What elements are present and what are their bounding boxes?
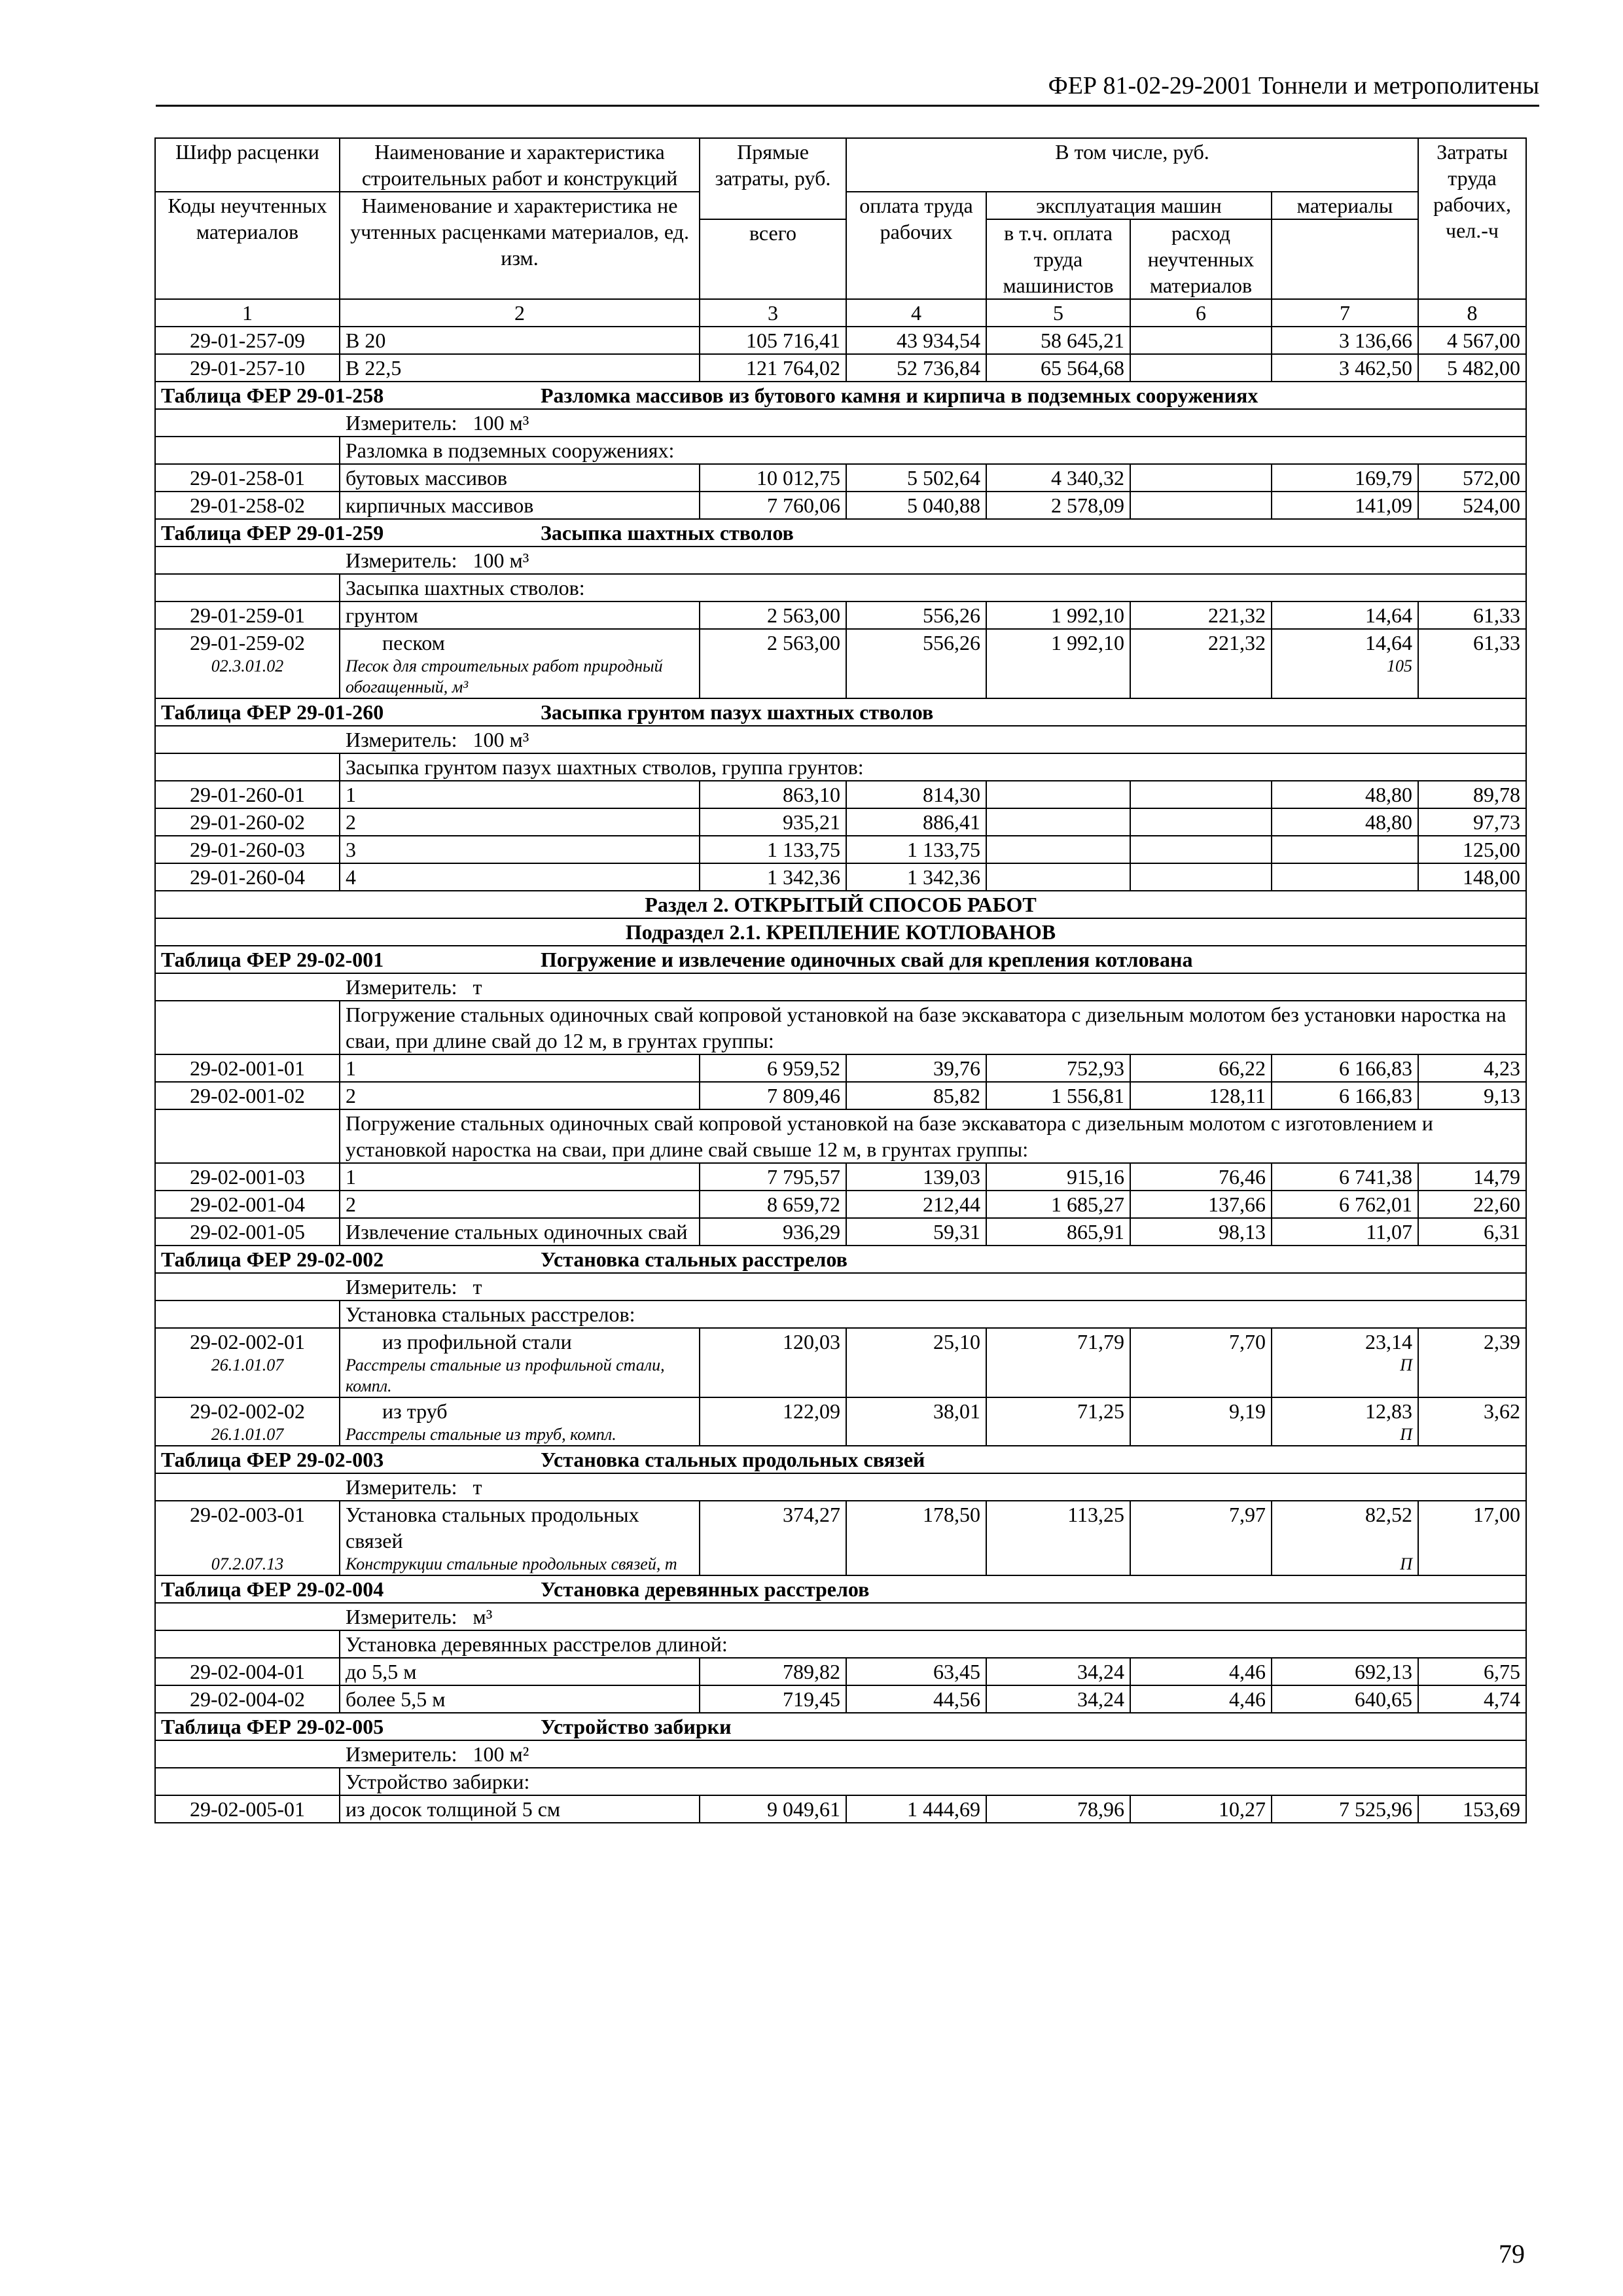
head-machinists-wages: в т.ч. оплата труда машинистов: [986, 219, 1130, 299]
table-row: 29-01-259-01 грунтом 2 563,00 556,26 1 992,10 221,32 14,64 61,33: [155, 601, 1526, 629]
table-row: 29-02-004-02 более 5,5 м 719,45 44,56 34,24 4,46 640,65 4,74: [155, 1685, 1526, 1713]
table-row: 29-02-005-01 из досок толщиной 5 см 9 049,61 1 444,69 78,96 10,27 7 525,96 153,69: [155, 1795, 1526, 1823]
head-labor: Затраты труда рабочих, чел.-ч: [1418, 138, 1526, 299]
head-including: В том числе, руб.: [846, 138, 1418, 192]
measure-row: Измеритель: т: [155, 973, 1526, 1001]
subsection-heading: Подраздел 2.1. КРЕПЛЕНИЕ КОТЛОВАНОВ: [155, 918, 1526, 946]
table-heading: Таблица ФЕР 29-02-005 Устройство забирки: [155, 1713, 1526, 1740]
table-row: 29-01-258-02 кирпичных массивов 7 760,06 5 040,88 2 578,09 141,09 524,00: [155, 492, 1526, 519]
head-unaccounted-materials: расход неучтенных материалов: [1130, 219, 1272, 299]
section-heading: Раздел 2. ОТКРЫТЫЙ СПОСОБ РАБОТ: [155, 891, 1526, 918]
measure-row: Измеритель: т: [155, 1473, 1526, 1501]
table-heading: Таблица ФЕР 29-01-258 Разломка массивов из бутового камня и кирпича в подземных сооружениях: [155, 382, 1526, 409]
table-row: 29-02-001-01 1 6 959,52 39,76 752,93 66,22 6 166,83 4,23: [155, 1054, 1526, 1082]
price-table: [154, 137, 1527, 1823]
table-row: 29-01-260-01 1 863,10 814,30 48,80 89,78: [155, 781, 1526, 808]
group-row: Погружение стальных одиночных свай копровой установкой на базе экскаватора с дизельным молотом без установки наростка на сваи, при длине свай до 12 м, в грунтах группы:: [155, 1001, 1526, 1054]
table-heading: Таблица ФЕР 29-02-003 Установка стальных продольных связей: [155, 1446, 1526, 1473]
table-heading: Таблица ФЕР 29-02-002 Установка стальных расстрелов: [155, 1246, 1526, 1273]
head-code: Шифр расценки: [155, 138, 340, 192]
head-name: Наименование и характеристика строительных работ и конструкций: [340, 138, 700, 192]
column-numbers-row: 1 2 3 4 5 6 7 8: [155, 299, 1526, 327]
table-row: 29-02-001-05 Извлечение стальных одиночных свай 936,29 59,31 865,91 98,13 11,07 6,31: [155, 1218, 1526, 1246]
group-row: Засыпка шахтных стволов:: [155, 574, 1526, 601]
measure-row: Измеритель: т: [155, 1273, 1526, 1300]
table-heading: Таблица ФЕР 29-02-004 Установка деревянных расстрелов: [155, 1575, 1526, 1603]
measure-row: Измеритель: 100 м³: [155, 726, 1526, 753]
table-row: 29-01-260-04 4 1 342,36 1 342,36 148,00: [155, 863, 1526, 891]
table-row: 29-02-001-03 1 7 795,57 139,03 915,16 76,46 6 741,38 14,79: [155, 1163, 1526, 1191]
head-machines-total: всего: [700, 219, 846, 299]
table-heading: Таблица ФЕР 29-01-259 Засыпка шахтных стволов: [155, 519, 1526, 547]
group-row: Засыпка грунтом пазух шахтных стволов, группа грунтов:: [155, 753, 1526, 781]
measure-row: Измеритель: м³: [155, 1603, 1526, 1630]
group-row: Погружение стальных одиночных свай копровой установкой на базе экскаватора с дизельным молотом с изготовлением и установкой наростка на сваи, при длине свай свыше 12 м, в грунтах группы:: [155, 1109, 1526, 1163]
head-material-names: Наименование и характеристика не учтенных расценками материалов, ед. изм.: [340, 192, 700, 299]
measure-row: Измеритель: 100 м³: [155, 409, 1526, 437]
table-row: 29-01-257-10 В 22,5 121 764,02 52 736,84 65 564,68 3 462,50 5 482,00: [155, 354, 1526, 382]
table-row: 29-02-002-01 26.1.01.07 из профильной стали Расстрелы стальные из профильной стали, компл. 120,03 25,10 71,79 7,70 23,14 П 2,39: [155, 1328, 1526, 1397]
table-row: 29-01-260-02 2 935,21 886,41 48,80 97,73: [155, 808, 1526, 836]
group-row: Разломка в подземных сооружениях:: [155, 437, 1526, 464]
table-row: 29-02-004-01 до 5,5 м 789,82 63,45 34,24 4,46 692,13 6,75: [155, 1658, 1526, 1685]
table-row: 29-02-001-02 2 7 809,46 85,82 1 556,81 128,11 6 166,83 9,13: [155, 1082, 1526, 1109]
measure-row: Измеритель: 100 м³: [155, 547, 1526, 574]
table-row: 29-01-258-01 бутовых массивов 10 012,75 5 502,64 4 340,32 169,79 572,00: [155, 464, 1526, 492]
group-row: Устройство забирки:: [155, 1768, 1526, 1795]
measure-row: Измеритель: 100 м²: [155, 1740, 1526, 1768]
table-row: 29-02-001-04 2 8 659,72 212,44 1 685,27 137,66 6 762,01 22,60: [155, 1191, 1526, 1218]
head-direct-costs: Прямые затраты, руб.: [700, 138, 846, 219]
head-materials: материалы: [1272, 192, 1418, 219]
table-row: 29-01-259-02 02.3.01.02 песком Песок для строительных работ природный обогащенный, м³ 2 563,00 556,26 1 992,10 221,32 14,64 105 61,33: [155, 629, 1526, 698]
head-wages: оплата труда рабочих: [846, 192, 986, 299]
page-header: ФЕР 81-02-29-2001 Тоннели и метрополитены: [156, 71, 1539, 107]
table-row: 29-01-260-03 3 1 133,75 1 133,75 125,00: [155, 836, 1526, 863]
table-row: 29-01-257-09 В 20 105 716,41 43 934,54 58 645,21 3 136,66 4 567,00: [155, 327, 1526, 354]
group-row: Установка деревянных расстрелов длиной:: [155, 1630, 1526, 1658]
header-row-1: [155, 138, 1526, 192]
table-heading: Таблица ФЕР 29-01-260 Засыпка грунтом пазух шахтных стволов: [155, 698, 1526, 726]
table-row: 29-02-003-01 07.2.07.13 Установка стальных продольных связей Конструкции стальные продольных связей, т 374,27 178,50 113,25 7,97 82,52 П 17,00: [155, 1501, 1526, 1575]
table-heading: Таблица ФЕР 29-02-001 Погружение и извлечение одиночных свай для крепления котлована: [155, 946, 1526, 973]
page-number: 79: [1499, 2239, 1525, 2269]
head-material-codes: Коды неучтенных материалов: [155, 192, 340, 299]
table-row: 29-02-002-02 26.1.01.07 из труб Расстрелы стальные из труб, компл. 122,09 38,01 71,25 9,19 12,83 П 3,62: [155, 1397, 1526, 1446]
group-row: Установка стальных расстрелов:: [155, 1300, 1526, 1328]
head-machines: эксплуатация машин: [986, 192, 1272, 219]
